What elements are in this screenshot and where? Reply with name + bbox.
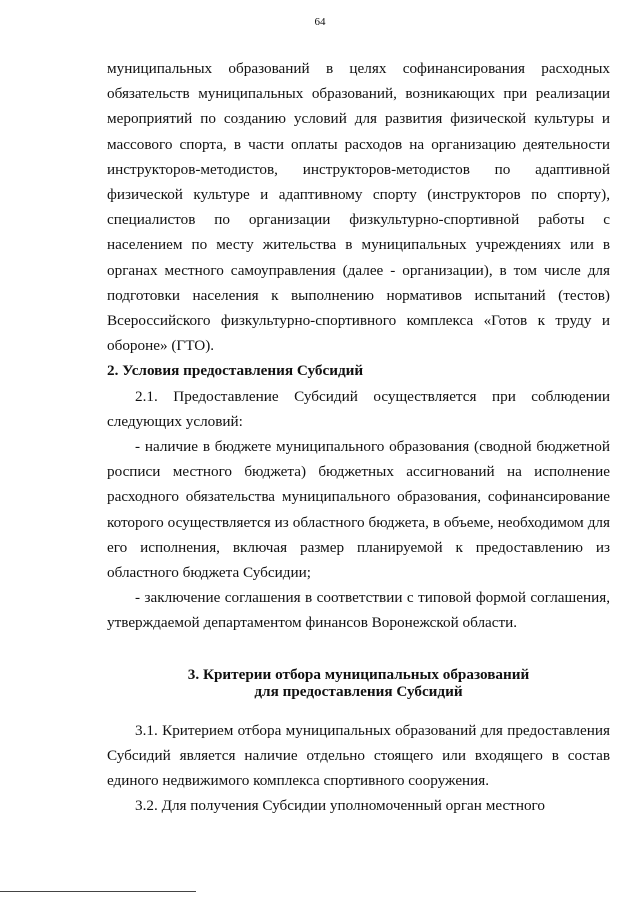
condition-budget-allocation: - наличие в бюджете муниципального образования (сводной бюджетной росписи местного бюджета) бюджетных ассигнований на исполнение расходного обязательства муниципального образования, софинансирование которого осуществляется из областного бюджета, в объеме, необходимом для его исполнения, включая размер планируемой к предоставлению из областного бюджета Субсидии; <box>107 438 610 582</box>
footer-rule <box>0 891 196 892</box>
document-body <box>107 56 610 818</box>
section-2-heading: 2. Условия предоставления Субсидий <box>107 362 364 380</box>
clause-2-1: 2.1. Предоставление Субсидий осуществляется при соблюдении следующих условий: <box>107 387 610 430</box>
section-3-heading-line-1: 3. Критерии отбора муниципальных образований <box>187 665 530 683</box>
clause-3-1: 3.1. Критерием отбора муниципальных образований для предоставления Субсидий является наличие отдельно стоящего или входящего в состав единого недвижимого комплекса спортивного сооружения. <box>107 721 610 790</box>
page-number: 64 <box>314 16 326 28</box>
clause-3-2: 3.2. Для получения Субсидии уполномоченный орган местного <box>135 797 545 815</box>
intro-paragraph: муниципальных образований в целях софинансирования расходных обязательств муниципальных образований, возникающих при реализации мероприятий по созданию условий для развития физической культуры и массового спорта, в части оплаты расходов на организацию деятельности инструкторов-методистов, инструкторов-методистов по адаптивной физической культуре и адаптивному спорту (инструкторов по спорту), специалистов по организации физкультурно-спортивной работы с населением по месту жительства в муниципальных учреждениях или в органах местного самоуправления (далее - организации), в том числе для подготовки населения к выполнению нормативов испытаний (тестов) Всероссийского физкультурно-спортивного комплекса «Готов к труду и обороне» (ГТО). <box>107 60 610 355</box>
section-3-heading <box>107 666 610 700</box>
condition-agreement: - заключение соглашения в соответствии с типовой формой соглашения, утверждаемой департаментом финансов Воронежской области. <box>107 589 610 632</box>
section-3-heading-line-2: для предоставления Субсидий <box>254 682 463 700</box>
